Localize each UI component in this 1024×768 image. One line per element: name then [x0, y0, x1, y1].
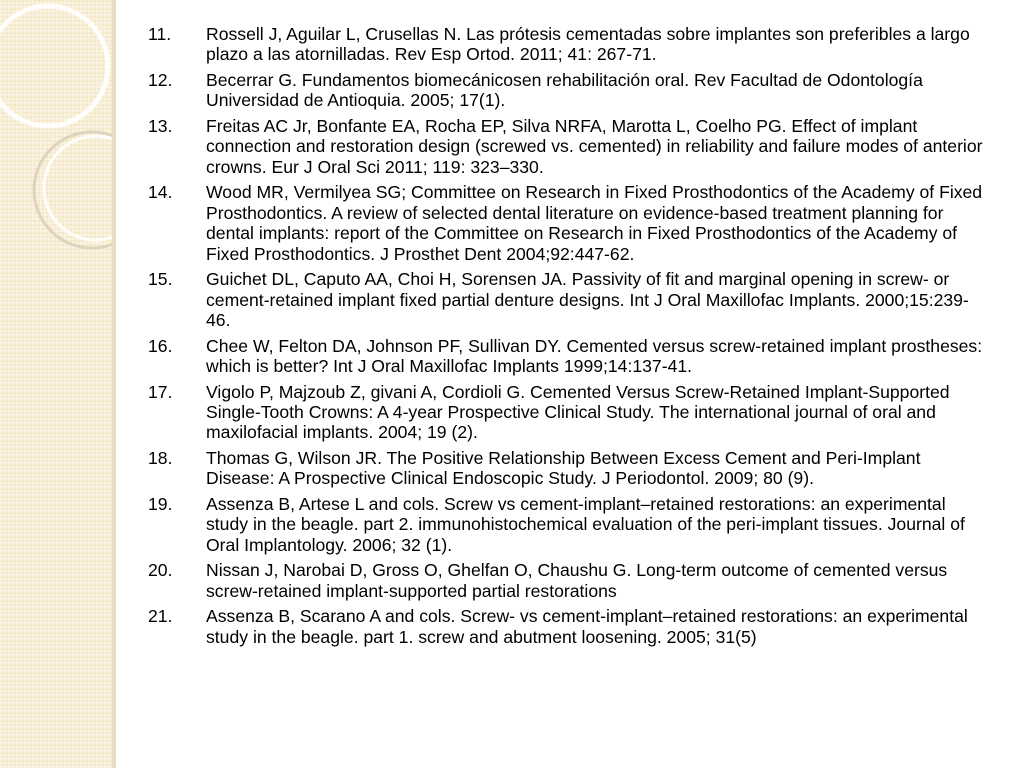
reference-text: Vigolo P, Majzoub Z, givani A, Cordioli G. Cemented Versus Screw-Retained Implant-Supported Single-Tooth Crowns: A 4-year Prospective Clinical Study. The international journal of oral and maxilofacial implants. 2004; 19 (2).	[206, 381, 950, 443]
reference-text: Freitas AC Jr, Bonfante EA, Rocha EP, Silva NRFA, Marotta L, Coelho PG. Effect of implant connection and restoration design (screwed vs. cemented) in reliability and failure modes of anterior crowns. Eur J Oral Sci 2011; 119: 323–330.	[206, 116, 983, 177]
reference-text: Chee W, Felton DA, Johnson PF, Sullivan DY. Cemented versus screw-retained implant prostheses: which is better? Int J Oral Maxillofac Implants 1999;14:137-41.	[206, 335, 983, 377]
reference-item	[148, 116, 988, 177]
reference-item	[148, 560, 988, 601]
reference-number: 13.	[148, 116, 173, 136]
reference-number: 15.	[148, 269, 173, 290]
reference-number: 20.	[148, 560, 173, 581]
reference-item	[148, 448, 988, 489]
reference-text: Guichet DL, Caputo AA, Choi H, Sorensen JA. Passivity of fit and marginal opening in screw- or cement-retained implant fixed partial denture designs. Int J Oral Maxillofac Implants. 2000;15:239-46.	[206, 269, 969, 331]
reference-text: Assenza B, Artese L and cols. Screw vs cement-implant–retained restorations: an experimental study in the beagle. part 2. immunohistochemical evaluation of the peri-implant tissues. Journal of Oral Implantology. 2006; 32 (1).	[206, 494, 965, 555]
reference-text: Nissan J, Narobai D, Gross O, Ghelfan O, Chaushu G. Long-term outcome of cemented versus screw-retained implant-supported partial restorations	[206, 560, 948, 601]
reference-item	[148, 494, 988, 555]
reference-number: 12.	[148, 70, 173, 90]
reference-list	[148, 24, 988, 652]
reference-item	[148, 382, 988, 443]
reference-number: 18.	[148, 448, 173, 469]
reference-text: Rossell J, Aguilar L, Crusellas N. Las prótesis cementadas sobre implantes son preferibles a largo plazo a las atornilladas. Rev Esp Ortod. 2011; 41: 267-71.	[206, 24, 970, 65]
decorative-sidebar	[0, 0, 112, 768]
reference-text: Becerrar G. Fundamentos biomecánicosen rehabilitación oral. Rev Facultad de Odontología Universidad de Antioquia. 2005; 17(1).	[206, 70, 923, 111]
reference-number: 14.	[148, 182, 173, 203]
reference-item	[148, 269, 988, 330]
decorative-circles	[0, 0, 112, 768]
reference-text: Thomas G, Wilson JR. The Positive Relationship Between Excess Cement and Peri-Implant Disease: A Prospective Clinical Endoscopic Study. J Periodontol. 2009; 80 (9).	[206, 448, 921, 489]
reference-number: 11.	[148, 24, 172, 44]
reference-item	[148, 606, 988, 647]
reference-number: 21.	[148, 606, 173, 627]
sidebar-divider	[112, 0, 116, 768]
reference-item	[148, 70, 988, 111]
reference-item	[148, 24, 988, 65]
reference-text: Assenza B, Scarano A and cols. Screw- vs cement-implant–retained restorations: an experimental study in the beagle. part 1. screw and abutment loosening. 2005; 31(5)	[206, 606, 968, 647]
reference-number: 19.	[148, 494, 173, 515]
reference-number: 17.	[148, 381, 173, 402]
reference-text: Wood MR, Vermilyea SG; Committee on Research in Fixed Prosthodontics of the Academy of Fixed Prosthodontics. A review of selected dental literature on evidence-based treatment planning for dental implants: report of the Committee on Research in Fixed Prosthodontics of the Academy of Fixed Prosthodontics. J Prosthet Dent 2004;92:447-62.	[206, 182, 983, 264]
reference-item	[148, 182, 988, 264]
reference-number: 16.	[148, 335, 173, 356]
reference-item	[148, 336, 988, 377]
